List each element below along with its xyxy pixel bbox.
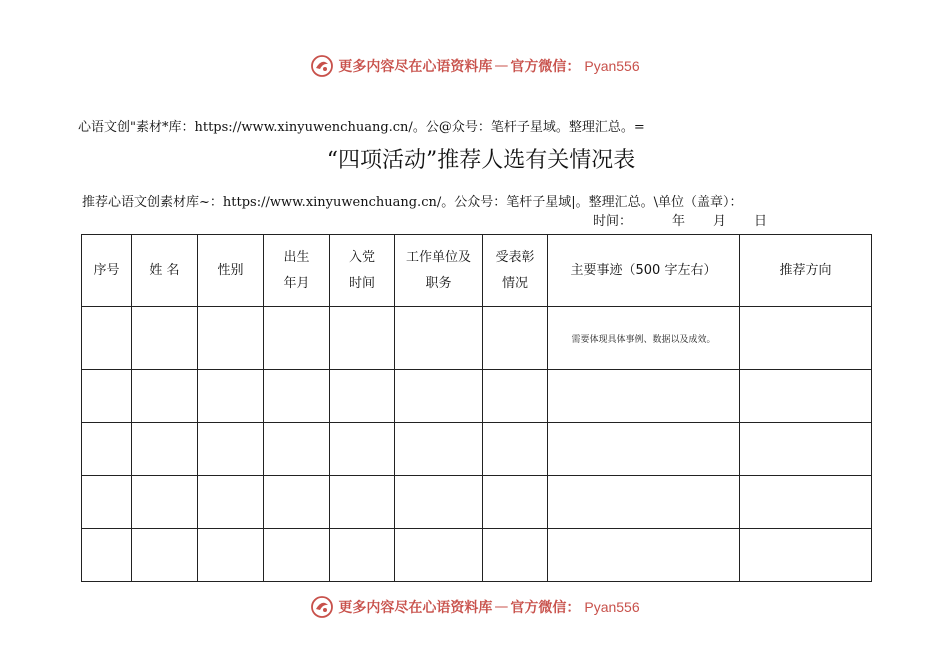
header-index: 序号 xyxy=(82,235,132,307)
table-row xyxy=(82,423,872,476)
recommendation-table xyxy=(81,234,872,582)
footer-banner xyxy=(0,592,950,622)
banner-account: Pyan556 xyxy=(584,58,640,74)
logo-icon xyxy=(310,595,334,619)
banner-dash: — xyxy=(494,599,509,615)
header-work-unit: 工作单位及 职务 xyxy=(395,235,483,307)
table-row xyxy=(82,370,872,423)
source-line: 心语文创"素材*库：https://www.xinyuwenchuang.cn/。公@众号：笔杆子星域。整理汇总。= xyxy=(78,120,645,135)
date-label: 时间： xyxy=(593,214,633,229)
header-birth: 出生 年月 xyxy=(264,235,330,307)
header-gender: 性别 xyxy=(198,235,264,307)
logo-icon xyxy=(310,54,334,78)
header-party-join: 入党 时间 xyxy=(330,235,395,307)
banner-account: Pyan556 xyxy=(584,599,640,615)
banner-wechat-label: 官方微信： xyxy=(510,59,581,75)
header-awards: 受表彰 情况 xyxy=(483,235,548,307)
banner-wechat-label: 官方微信： xyxy=(510,600,581,616)
banner-dash: — xyxy=(494,58,509,74)
date-year: 年 xyxy=(672,214,686,229)
header-deeds: 主要事迹（500 字左右） xyxy=(548,235,740,307)
header-direction: 推荐方向 xyxy=(740,235,872,307)
header-banner xyxy=(0,51,950,81)
date-day: 日 xyxy=(754,214,768,229)
header-name: 姓 名 xyxy=(132,235,198,307)
recommend-unit-line: 推荐心语文创素材库~：https://www.xinyuwenchuang.cn/。公众号：笔杆子星域|。整理汇总。\单位（盖章）： xyxy=(82,195,743,210)
date-line xyxy=(593,210,767,229)
deeds-note-cell[interactable] xyxy=(548,307,740,370)
table-row xyxy=(82,476,872,529)
table-row xyxy=(82,529,872,582)
table-header-row xyxy=(82,235,872,307)
date-month: 月 xyxy=(713,214,727,229)
page-title: “四项活动”推荐人选有关情况表 xyxy=(326,148,636,173)
table-row xyxy=(82,307,872,370)
deeds-note: 需要体现具体事例、数据以及成效。 xyxy=(571,334,716,345)
banner-brand: 更多内容尽在心语资料库 xyxy=(338,59,493,75)
banner-brand: 更多内容尽在心语资料库 xyxy=(338,600,493,616)
